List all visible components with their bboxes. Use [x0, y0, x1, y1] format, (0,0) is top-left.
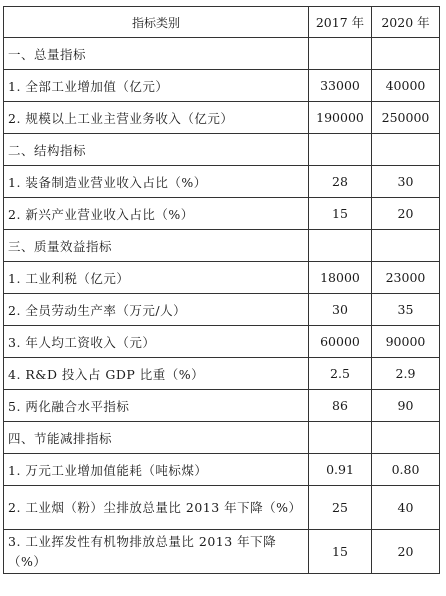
- section-row: [4, 134, 440, 166]
- indicator-table: [3, 6, 440, 574]
- row-value-2020: [372, 422, 440, 454]
- section-row: [4, 38, 440, 70]
- header-year-2020: 2020 年: [372, 7, 440, 38]
- row-label: 1. 工业利税（亿元）: [4, 262, 309, 294]
- row-value-2020: [372, 230, 440, 262]
- row-label: 2. 全员劳动生产率（万元/人）: [4, 294, 309, 326]
- row-label: 一、总量指标: [4, 38, 309, 70]
- row-value-2020: 30: [372, 166, 440, 198]
- row-value-2020: 35: [372, 294, 440, 326]
- row-label: 1. 全部工业增加值（亿元）: [4, 70, 309, 102]
- header-category: 指标类别: [4, 7, 309, 38]
- row-value-2017: 33000: [309, 70, 372, 102]
- row-label: 1. 装备制造业营业收入占比（%）: [4, 166, 309, 198]
- table-row: [4, 198, 440, 230]
- row-value-2020: 23000: [372, 262, 440, 294]
- row-value-2017: 15: [309, 530, 372, 574]
- row-value-2017: 86: [309, 390, 372, 422]
- row-value-2020: 20: [372, 530, 440, 574]
- table-row: [4, 262, 440, 294]
- row-label: 1. 万元工业增加值能耗（吨标煤）: [4, 454, 309, 486]
- row-label: 5. 两化融合水平指标: [4, 390, 309, 422]
- row-value-2017: 28: [309, 166, 372, 198]
- row-value-2020: 90: [372, 390, 440, 422]
- table-row: [4, 486, 440, 530]
- table-row: [4, 166, 440, 198]
- table-row: [4, 326, 440, 358]
- table-row: [4, 70, 440, 102]
- row-value-2017: [309, 422, 372, 454]
- row-label: 3. 年人均工资收入（元）: [4, 326, 309, 358]
- table-row: [4, 294, 440, 326]
- row-label: 二、结构指标: [4, 134, 309, 166]
- row-label: 2. 规模以上工业主营业务收入（亿元）: [4, 102, 309, 134]
- row-value-2020: 40000: [372, 70, 440, 102]
- row-value-2017: 2.5: [309, 358, 372, 390]
- row-value-2020: 0.80: [372, 454, 440, 486]
- row-value-2020: 90000: [372, 326, 440, 358]
- row-value-2017: 25: [309, 486, 372, 530]
- row-label: 4. R&D 投入占 GDP 比重（%）: [4, 358, 309, 390]
- section-row: [4, 230, 440, 262]
- row-label: 四、节能减排指标: [4, 422, 309, 454]
- row-value-2020: [372, 38, 440, 70]
- row-value-2017: 0.91: [309, 454, 372, 486]
- row-label: 2. 工业烟（粉）尘排放总量比 2013 年下降（%）: [4, 486, 309, 530]
- table-header-row: [4, 7, 440, 38]
- table-row: [4, 358, 440, 390]
- table-row: [4, 530, 440, 574]
- row-value-2017: 190000: [309, 102, 372, 134]
- row-label: 3. 工业挥发性有机物排放总量比 2013 年下降（%）: [4, 530, 309, 574]
- row-value-2017: 60000: [309, 326, 372, 358]
- row-value-2020: 20: [372, 198, 440, 230]
- row-label: 三、质量效益指标: [4, 230, 309, 262]
- row-value-2020: 40: [372, 486, 440, 530]
- row-value-2017: 30: [309, 294, 372, 326]
- row-value-2017: [309, 134, 372, 166]
- row-value-2017: 18000: [309, 262, 372, 294]
- row-value-2017: 15: [309, 198, 372, 230]
- row-value-2020: 250000: [372, 102, 440, 134]
- table-row: [4, 102, 440, 134]
- row-value-2017: [309, 38, 372, 70]
- header-year-2017: 2017 年: [309, 7, 372, 38]
- row-value-2020: [372, 134, 440, 166]
- row-value-2020: 2.9: [372, 358, 440, 390]
- row-label: 2. 新兴产业营业收入占比（%）: [4, 198, 309, 230]
- row-value-2017: [309, 230, 372, 262]
- section-row: [4, 422, 440, 454]
- table-row: [4, 390, 440, 422]
- table-row: [4, 454, 440, 486]
